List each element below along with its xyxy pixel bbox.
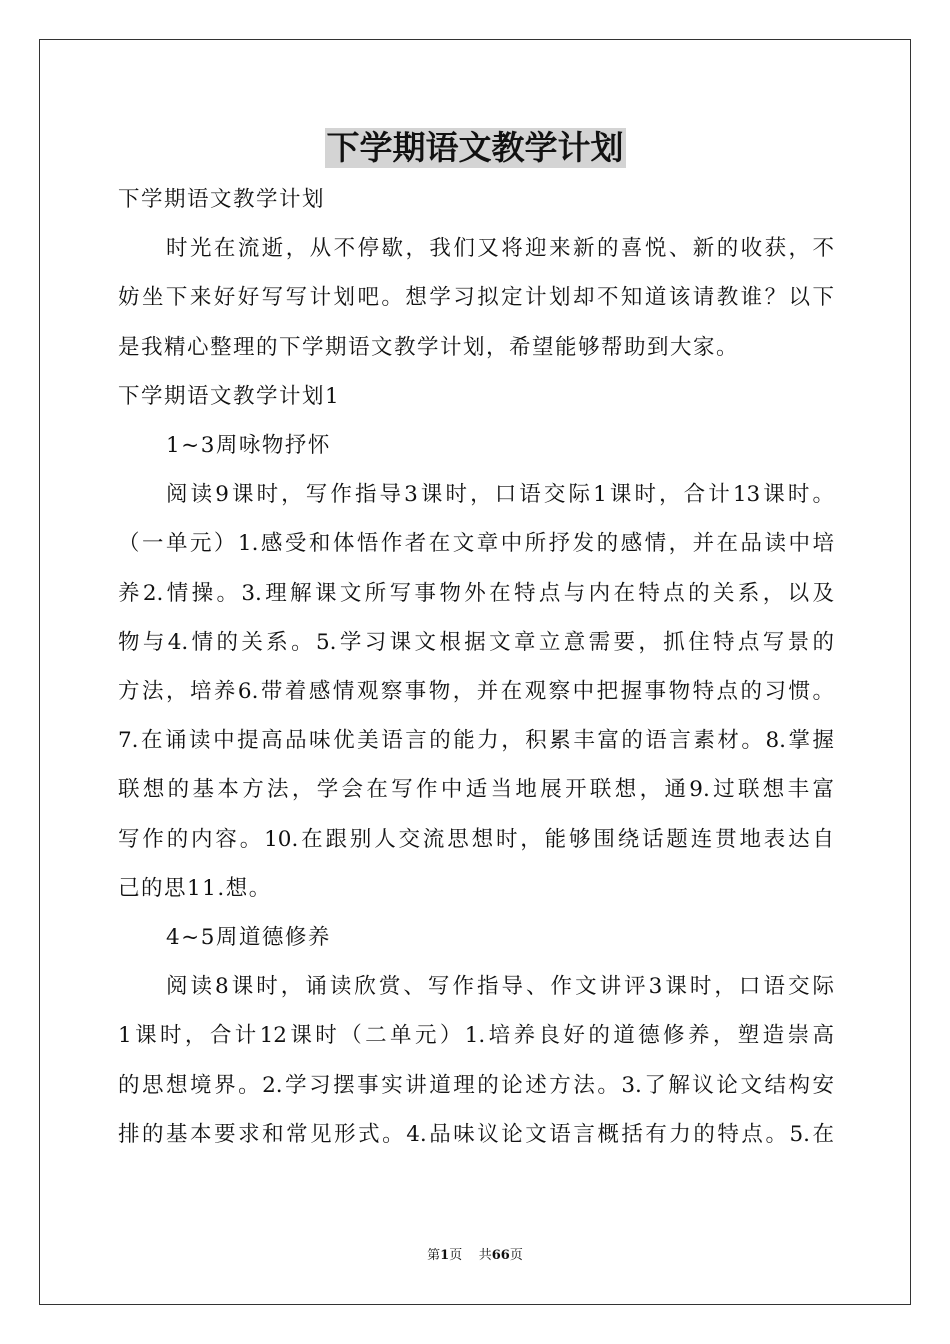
document-body (118, 175, 834, 1159)
text-line: 妨坐下来好好写写计划吧。想学习拟定计划却不知道该请教谁？以下 (118, 285, 834, 311)
total-pages: 66 (491, 1248, 510, 1263)
text-line: 的思想境界。2.学习摆事实讲道理的论述方法。3.了解议论文结构安 (118, 1072, 834, 1098)
text-line: 是我精心整理的下学期语文教学计划，希望能够帮助到大家。 (118, 334, 740, 360)
text-line: 时光在流逝，从不停歇，我们又将迎来新的喜悦、新的收获，不 (166, 236, 834, 262)
text-line: 养2.情操。3.理解课文所写事物外在特点与内在特点的关系，以及 (118, 580, 834, 606)
text-line: 4~5周道德修养 (166, 925, 331, 951)
text-line: 7.在诵读中提高品味优美语言的能力，积累丰富的语言素材。8.掌握 (118, 728, 834, 754)
text-line: 1课时，合计12课时（二单元）1.培养良好的道德修养，塑造崇高 (118, 1023, 834, 1049)
total-prefix: 共 (478, 1248, 492, 1263)
text-line: 己的思11.想。 (118, 875, 272, 901)
text-line: 阅读9课时，写作指导3课时，口语交际1课时，合计13课时。 (166, 482, 834, 508)
text-line: 下学期语文教学计划1 (118, 383, 341, 409)
text-line: 阅读8课时，诵读欣赏、写作指导、作文讲评3课时，口语交际 (166, 974, 834, 1000)
text-line: （一单元）1.感受和体悟作者在文章中所抒发的感情，并在品读中培 (118, 531, 834, 557)
total-suffix: 页 (509, 1248, 523, 1263)
text-line: 写作的内容。10.在跟别人交流思想时，能够围绕话题连贯地表达自 (118, 826, 834, 852)
page-number: 1 (440, 1248, 450, 1263)
text-line: 方法，培养6.带着感情观察事物，并在观察中把握事物特点的习惯。 (118, 679, 834, 705)
text-line: 排的基本要求和常见形式。4.品味议论文语言概括有力的特点。5.在 (118, 1121, 834, 1147)
text-line: 1~3周咏物抒怀 (166, 433, 331, 459)
page-footer (0, 1244, 950, 1263)
text-line: 物与4.情的关系。5.学习课文根据文章立意需要，抓住特点写景的 (118, 629, 834, 655)
title-area (0, 128, 950, 168)
text-line: 联想的基本方法，学会在写作中适当地展开联想，通9.过联想丰富 (118, 777, 834, 803)
document-title: 下学期语文教学计划 (326, 128, 624, 167)
text-line: 下学期语文教学计划 (118, 187, 326, 212)
page-suffix: 页 (449, 1248, 463, 1263)
page-prefix: 第 (427, 1248, 441, 1263)
